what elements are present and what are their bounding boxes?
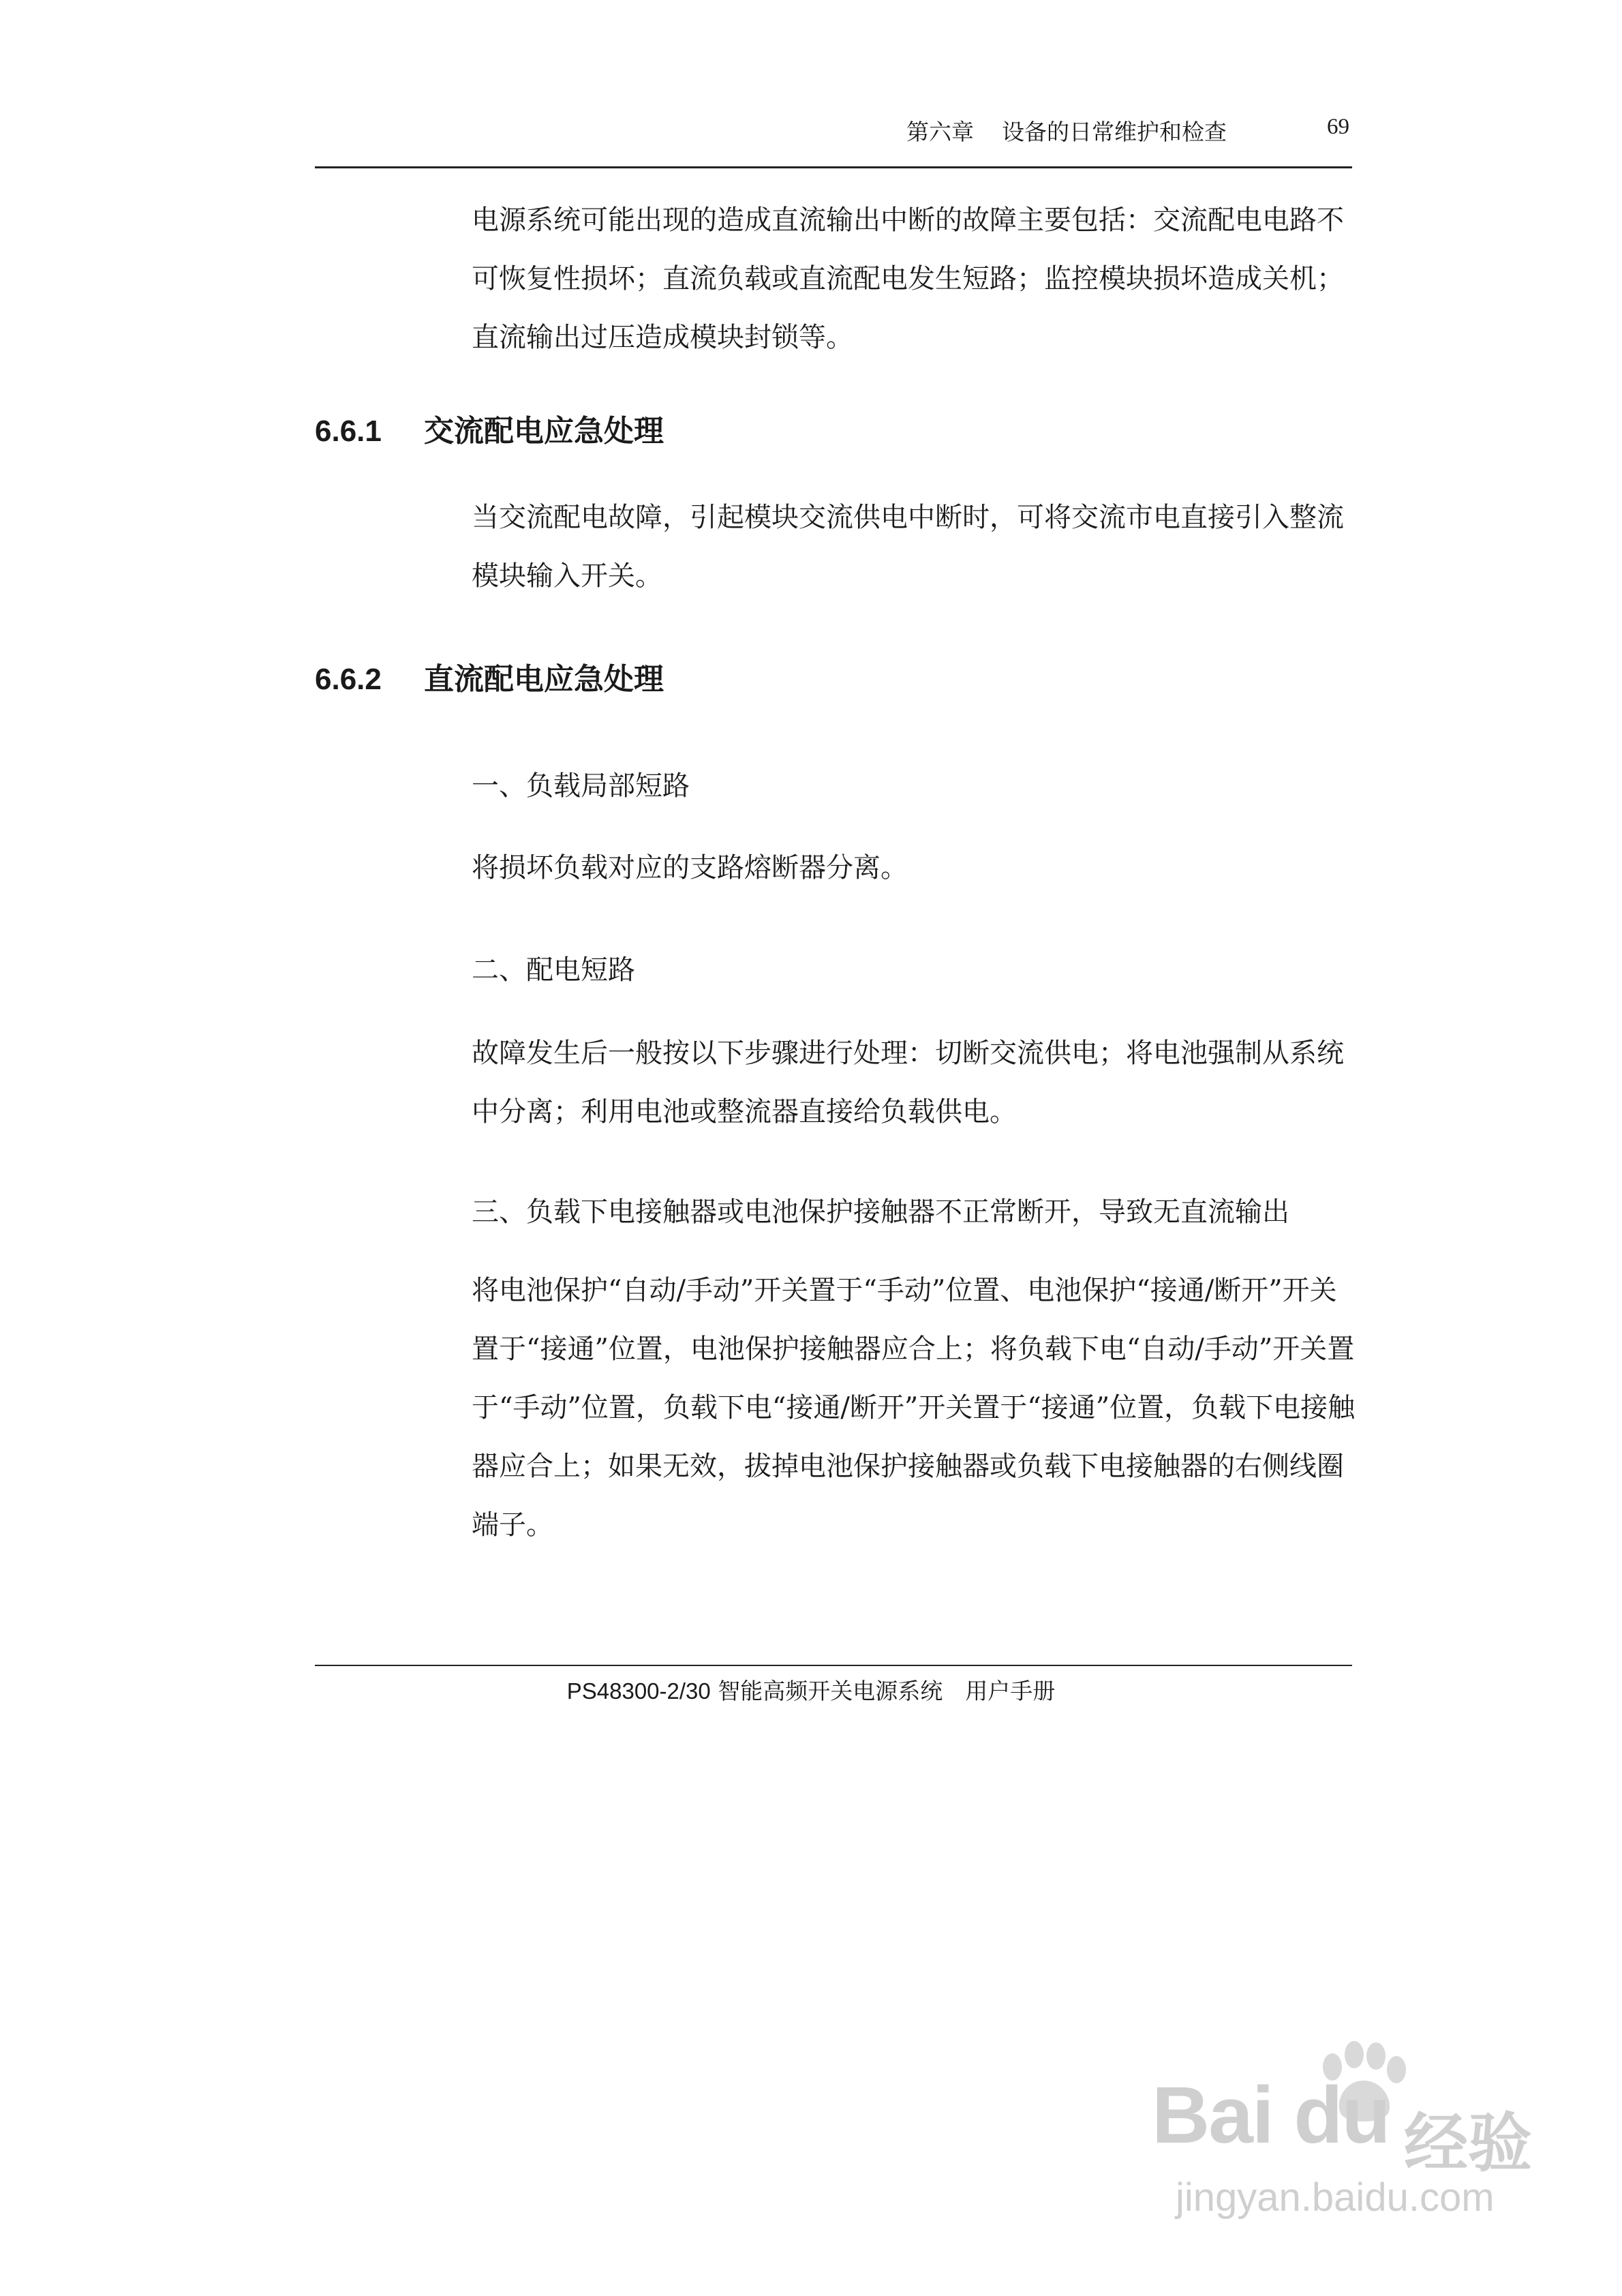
subheading-local-short: 一、负载局部短路 (472, 770, 690, 802)
section-number: 6.6.2 (315, 663, 382, 696)
footer-model: PS48300-2/30 (566, 1678, 711, 1704)
baidu-jingyan-watermark (1152, 2038, 1533, 2222)
page-footer (0, 1674, 1622, 1706)
section-title: 交流配电应急处理 (424, 414, 664, 449)
chapter-title: 设备的日常维护和检查 (1002, 119, 1227, 145)
chapter-label: 第六章 (906, 119, 974, 145)
watermark-url: jingyan.baidu.com (1176, 2175, 1495, 2220)
paragraph-distribution-short: 故障发生后一般按以下步骤进行处理：切断交流供电；将电池强制从系统中分离；利用电池或整流器直接给负载供电。 (472, 1038, 1344, 1128)
section-6-6-1-body: 当交流配电故障，引起模块交流供电中断时，可将交流市电直接引入整流模块输入开关。 (472, 502, 1344, 592)
subheading-distribution-short: 二、配电短路 (472, 954, 635, 986)
footer-title: 智能高频开关电源系统 用户手册 (718, 1678, 1056, 1704)
page-number: 69 (1327, 115, 1349, 139)
page-header (906, 115, 1349, 155)
footer-rule (315, 1665, 1352, 1666)
watermark-sub: 经验 (1404, 2106, 1533, 2181)
header-rule (315, 166, 1352, 168)
section-heading-6-6-1 (315, 406, 664, 450)
watermark-brand: Bai du (1152, 2070, 1390, 2160)
section-number: 6.6.1 (315, 414, 382, 448)
section-title: 直流配电应急处理 (424, 662, 664, 697)
subheading-contactor-open: 三、负载下电接触器或电池保护接触器不正常断开，导致无直流输出 (472, 1196, 1289, 1228)
paragraph-contactor-open: 将电池保护“自动/手动”开关置于“手动”位置、电池保护“接通/断开”开关置于“接通”位置，电池保护接触器应合上；将负载下电“自动/手动”开关置于“手动”位置，负载下电“接通/断开”开关置于“接通”位置，负载下电接触器应合上；如果无效，拔掉电池保护接触器或负载下电接触器的右侧线圈端子。 (472, 1275, 1356, 1541)
section-heading-6-6-2 (315, 654, 664, 698)
intro-paragraph: 电源系统可能出现的造成直流输出中断的故障主要包括：交流配电电路不可恢复性损坏；直流负载或直流配电发生短路；监控模块损坏造成关机；直流输出过压造成模块封锁等。 (472, 205, 1344, 353)
paragraph-local-short: 将损坏负载对应的支路熔断器分离。 (472, 852, 908, 883)
